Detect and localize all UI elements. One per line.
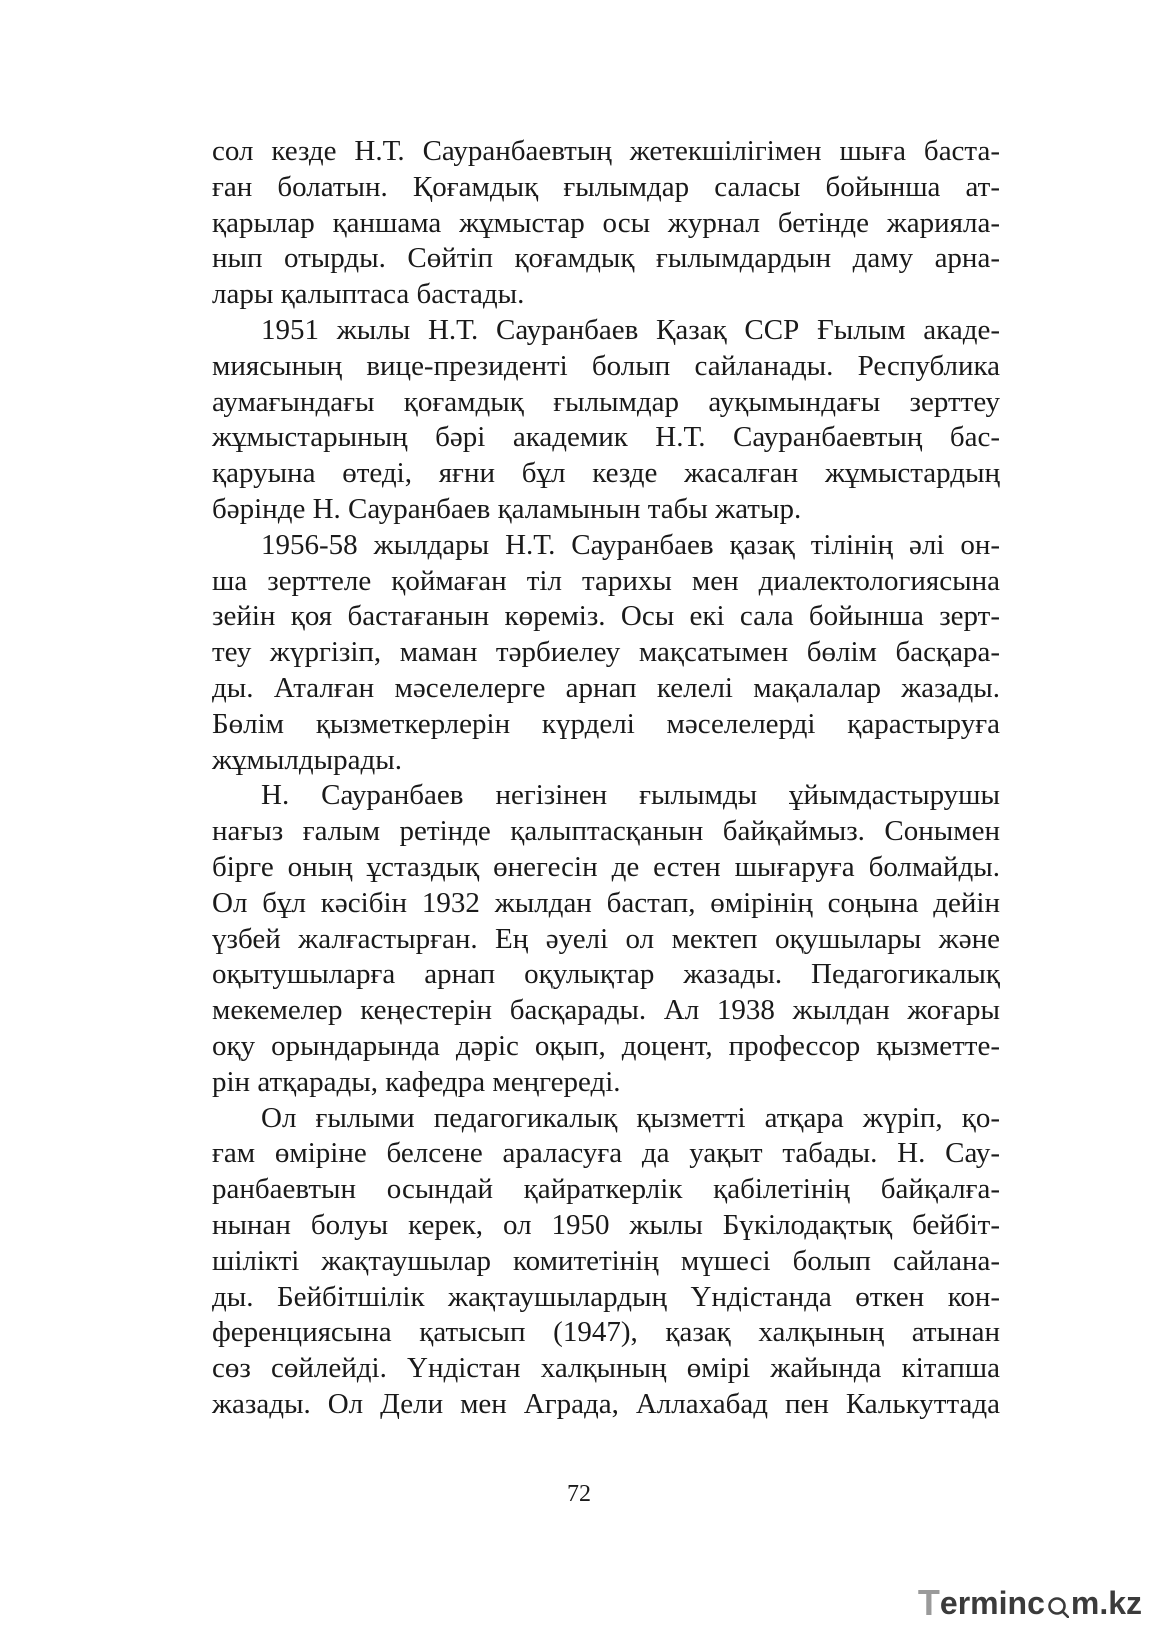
page-number: 72	[567, 1481, 591, 1507]
page-body	[212, 134, 1000, 1423]
text-line: 1956-58 жылдары Н.Т. Сауранбаев қазақ тілінің әлі он-	[261, 528, 1000, 561]
text-line: ранбаевтын осындай қайраткерлік қабілетінің байқалға-	[212, 1173, 1000, 1206]
text-line: нынан болуы керек, ол 1950 жылы Бүкілодақтық бейбіт-	[212, 1208, 1000, 1241]
magnifier-icon	[1047, 1592, 1069, 1614]
watermark-prefix: T	[917, 1582, 940, 1623]
text-line: нып отырды. Сөйтіп қоғамдық ғылымдардын даму арна-	[212, 242, 1000, 275]
text-line: жұмыстарының бәрі академик Н.Т. Сауранбаевтың бас-	[212, 421, 1000, 454]
text-line: Н. Сауранбаев негізінен ғылымды ұйымдастырушы	[261, 779, 1000, 812]
watermark-middle: erminc	[939, 1584, 1045, 1621]
text-line: жұмылдырады.	[212, 743, 402, 776]
text-line: Ол бұл кәсібін 1932 жылдан бастап, өмірінің соңына дейін	[212, 886, 1000, 919]
text-line: бәрінде Н. Сауранбаев қаламынын табы жатыр.	[212, 492, 802, 525]
text-line: сөз сөйлейді. Үндістан халқының өмірі жайында кітапша	[212, 1352, 1000, 1385]
text-line: мекемелер кеңестерін басқарады. Ал 1938 жылдан жоғары	[212, 994, 1000, 1027]
text-line: ды. Аталған мәселелерге арнап келелі мақалалар жазады.	[212, 671, 1000, 704]
text-line: ференциясына қатысып (1947), қазақ халқының атынан	[212, 1316, 1000, 1349]
text-line: оқытушыларға арнап оқулықтар жазады. Педагогикалық	[212, 958, 1000, 991]
text-line: шілікті жақтаушылар комитетінің мүшесі болып сайлана-	[212, 1244, 1000, 1277]
text-line: 1951 жылы Н.Т. Сауранбаев Қазақ ССР Ғылым акаде-	[261, 313, 1000, 346]
text-line: лары қалыптаса бастады.	[212, 278, 525, 311]
text-line: теу жүргізіп, маман тәрбиелеу мақсатымен бөлім басқара-	[212, 636, 1000, 669]
text-line: ды. Бейбітшілік жақтаушылардың Үндістанда өткен кон-	[212, 1280, 1000, 1313]
text-line: аумағындағы қоғамдық ғылымдар ауқымындағы зерттеу	[212, 385, 1000, 418]
text-line: үзбей жалғастырған. Ең әуелі ол мектеп оқушылары және	[212, 922, 1000, 955]
watermark-suffix: m.kz	[1070, 1584, 1142, 1621]
text-line: жазады. Ол Дели мен Аграда, Аллахабад пен Калькуттада	[212, 1387, 1000, 1420]
text-line: Бөлім қызметкерлерін күрделі мәселелерді қарастыруға	[212, 707, 1000, 740]
text-line: ған болатын. Қоғамдық ғылымдар саласы бойынша ат-	[212, 170, 1000, 203]
watermark-logo	[918, 1583, 1142, 1623]
text-line: бірге оның ұстаздық өнегесін де естен шығаруға болмайды.	[212, 850, 1000, 883]
text-line: рін атқарады, кафедра меңгереді.	[212, 1065, 621, 1098]
text-line: оқу орындарында дәріс оқып, доцент, профессор қызметте-	[212, 1029, 1000, 1062]
text-line: ша зерттеле қоймаған тіл тарихы мен диалектологиясына	[212, 564, 1000, 597]
text-line: ғам өміріне белсене араласуға да уақыт табады. Н. Сау-	[212, 1137, 1000, 1170]
text-line: қаруына өтеді, яғни бұл кезде жасалған жұмыстардың	[212, 457, 1000, 490]
text-line: сол кезде Н.Т. Сауранбаевтың жетекшілігімен шыға баста-	[212, 135, 1000, 167]
text-line: миясының вице-президенті болып сайланады. Республика	[212, 349, 1000, 382]
text-line: нағыз ғалым ретінде қалыптасқанын байқаймыз. Сонымен	[212, 815, 1000, 848]
text-line: Ол ғылыми педагогикалық қызметті атқара жүріп, қо-	[261, 1101, 1000, 1134]
text-line: қарылар қаншама жұмыстар осы журнал бетінде жарияла-	[212, 206, 1000, 239]
text-line: зейін қоя бастағанын көреміз. Осы екі сала бойынша зерт-	[212, 600, 1000, 633]
